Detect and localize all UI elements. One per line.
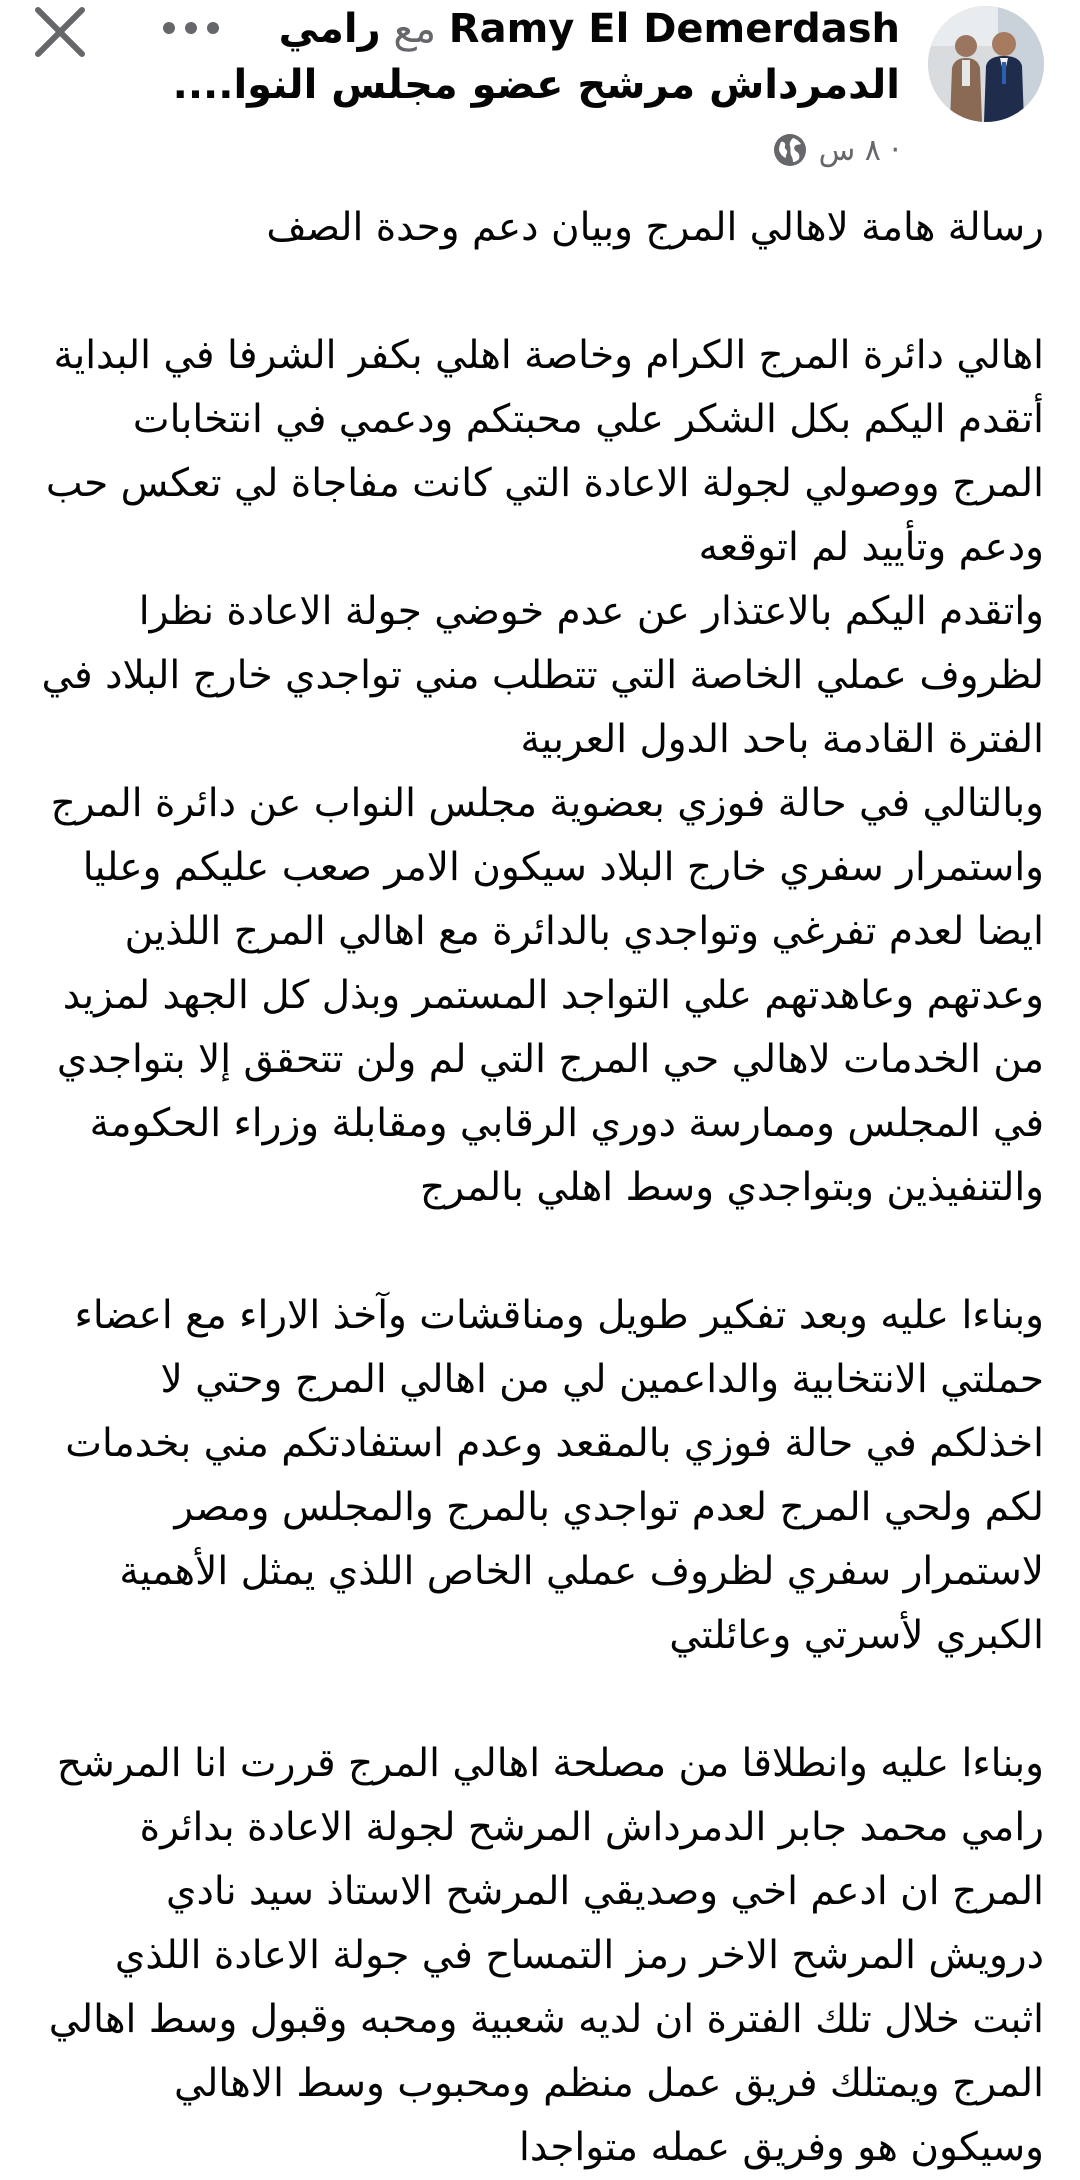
post-paragraph: وبناءا عليه وانطلاقا من مصلحة اهالي المرج قررت انا المرشح رامي محمد جابر الدمرداش المرشح لجولة الاعادة بدائرة المرج ان ادعم اخي وصديقي المرشح الاستاذ سيد نادي درويش المرشح الاخر رمز التمساح في جولة الاعادة اللذي اثبت خلال تلك الفترة ان لديه شعبية ومحبه وقبول وسط اهالي المرج ويمتلك فريق عمل منظم ومحبوب وسط الاهالي وسيكون هو وفريق عمله متواجدا: [48, 1741, 1044, 2170]
close-icon: [32, 4, 88, 60]
tagged-user-continuation[interactable]: الدمرداش مرشح عضو مجلس النوا....: [172, 62, 900, 108]
more-options-button[interactable]: [160, 8, 222, 48]
author-name-link[interactable]: Ramy El Demerdash: [448, 6, 900, 52]
post-header: [0, 0, 1080, 190]
post-timestamp[interactable]: ٨ س ·: [818, 132, 900, 168]
post-body: [40, 196, 1044, 2180]
with-label: مع: [393, 6, 437, 52]
close-button[interactable]: [32, 4, 88, 60]
tagged-user-link[interactable]: رامي: [278, 6, 381, 52]
post-title-line: رسالة هامة لاهالي المرج وبيان دعم وحدة الصف: [266, 205, 1044, 250]
paragraph-gap: [40, 1668, 1044, 1732]
more-horizontal-icon: [160, 8, 222, 48]
paragraph-gap: [40, 260, 1044, 324]
avatar-photo: [928, 6, 1044, 122]
author-line: [278, 2, 900, 56]
author-avatar[interactable]: [928, 6, 1044, 122]
globe-icon: [773, 133, 807, 167]
post-meta: [773, 128, 900, 172]
post-paragraph: وبناءا عليه وبعد تفكير طويل ومناقشات وآخذ الاراء مع اعضاء حملتي الانتخابية والداعمين لي من اهالي المرج وحتي لا اخذلكم في حالة فوزي بالمقعد وعدم استفادتكم مني بخدمات لكم ولحي المرج لعدم تواجدي بالمرج والمجلس ومصر لاستمرار سفري لظروف عملي الخاص اللذي يمثل الأهمية الكبري لأسرتي وعائلتي: [65, 1293, 1044, 1658]
paragraph-gap: [40, 1220, 1044, 1284]
post-paragraph: اهالي دائرة المرج الكرام وخاصة اهلي بكفر الشرفا في البداية أتقدم اليكم بكل الشكر علي محبتكم ودعمي في انتخابات المرج ووصولي لجولة الاعادة التي كانت مفاجاة لي تعكس حب ودعم وتأييد لم اتوقعه واتقدم اليكم بالاعتذار عن عدم خوضي جولة الاعادة نظرا لظروف عملي الخاصة التي تتطلب مني تواجدي خارج البلاد في الفترة القادمة باحد الدول العربية وبالتالي في حالة فوزي بعضوية مجلس النواب عن دائرة المرج واستمرار سفري خارج البلاد سيكون الامر صعب عليكم وعليا ايضا لعدم تفرغي وتواجدي بالدائرة مع اهالي المرج اللذين وعدتهم وعاهدتهم علي التواجد المستمر وبذل كل الجهد لمزيد من الخدمات لاهالي حي المرج التي لم ولن تتحقق إلا بتواجدي في المجلس وممارسة دوري الرقابي ومقابلة وزراء الحكومة والتنفيذين وبتواجدي وسط اهلي بالمرج: [41, 333, 1044, 1210]
